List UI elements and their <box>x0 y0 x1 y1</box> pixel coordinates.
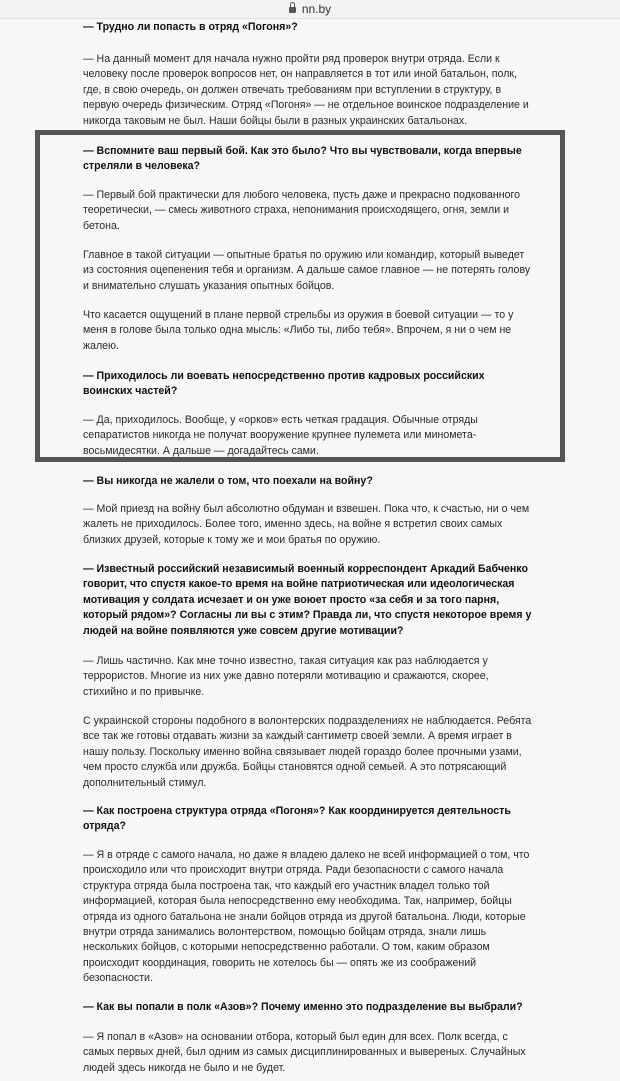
browser-address-bar[interactable] <box>0 0 620 19</box>
lock-icon <box>289 7 296 13</box>
question-6: — Как построена структура отряда «Погоня»? Как координируется деятельность отряда? <box>83 805 511 833</box>
answer-paragraph: — Да, приходилось. Вообще, у «орков» есть четкая градация. Обычные отряды сепаратистов никогда не получат вооружение крупнее пулемета или минометa-восьмидесятки. А дальше — догадайтесь сами. <box>83 414 478 457</box>
question-3: — Приходилось ли воевать непосредственно против кадровых российских воинских частей? <box>83 370 485 398</box>
answer-paragraph: — Первый бой практически для любого человека, пусть даже и прекрасно подкованного теоретически, — смесь животного страха, непонимания происходящего, огня, земли и бетона. <box>83 189 521 232</box>
question-1: — Трудно ли попасть в отряд «Погоня»? <box>83 21 298 33</box>
url-text: nn.by <box>301 2 332 16</box>
question-2: — Вспомните ваш первый бой. Как это было? Что вы чувствовали, когда впервые стреляли в человека? <box>83 145 522 173</box>
answer-paragraph: — Я попал в «Азов» на основании отбора, который был един для всех. Полк всегда, с самых первых дней, был одним из самых дисциплинированных и вывереных. Случайных людей здесь никогда не было и не будет. <box>83 1031 526 1074</box>
answer-paragraph: — Я в отряде с самого начала, но даже я владею далеко не всей информацией о том, что происходило или что происходит внутри отряда. Ради безопасности с самого начала структура отряда была построена так, что каждый его участник владел только той информацией, которая была непосредственно ему необходима. Так, например, бойцы отряда из одного батальона не знали бойцов отряда из другой батальона. Люди, которые внутри отряда занимались волонтерством, помощью бойцам отряда, знали лишь нескольких бойцов, с которыми непосредственно работали. О том, каким образом происходит координация, говорить не хотелось бы — опять же из соображений безопасности. <box>83 849 530 985</box>
answer-paragraph: С украинской стороны подобного в волонтерских подразделениях не наблюдается. Ребята все так же готовы отдавать жизни за каждый сантиметр своей земли. А время играет в нашу пользу. Поскольку именно война связывает людей гораздо более прочными узами, чем просто служба или дружба. Бойцы становятся одной семьей. А это потрясающий дополнительный стимул. <box>83 715 532 789</box>
answer-paragraph: — На данный момент для начала нужно пройти ряд проверок внутри отряда. Если к человеку после проверок вопросов нет, он направляется в тот или иной батальон, полк, где, в свою очередь, он должен отвечать требованиям при вступлении в структуру, в первую очередь физическим. Отряд «Погоня» — не отдельное воинское подразделение и никогда таковым не был. Наши бойцы были в разных украинских батальонах. <box>83 53 529 127</box>
question-5: — Известный российский независимый военный корреспондент Аркадий Бабченко говорит, что спустя какое-то время на войне патриотическая или идеологическая мотивация у солдата исчезает и он уже воюет просто «за себя и за того парня, который рядом»? Согласны ли вы с этим? Правда ли, что спустя некоторое время у людей на войне появляются уже совсем другие мотивации? <box>83 563 532 637</box>
answer-paragraph: Главное в такой ситуации — опытные братья по оружию или командир, который выведет из состояния оцепенения тебя и организм. А дальше самое главное — не потерять голову и внимательно слушать указания опытных бойцов. <box>83 249 531 292</box>
answer-paragraph: — Мой приезд на войну был абсолютно обдуман и взвешен. Пока что, к счастью, ни о чем жалеть не приходилось. Более того, именно здесь, на войне я встретил своих самых близких друзей, которые к тому же и мои братья по оружию. <box>83 503 530 546</box>
answer-paragraph: Что касается ощущений в плане первой стрельбы из оружия в боевой ситуации — то у меня в голове была только одна мысль: «Либо ты, либо тебя». Впрочем, я ни о чем не жалею. <box>83 309 514 352</box>
answer-paragraph: — Лишь частично. Как мне точно известно, такая ситуация как раз наблюдается у террористов. Многие из них уже давно потеряли мотивацию и сражаются, скорее, стихийно и по привычке. <box>83 655 489 698</box>
question-4: — Вы никогда не жалели о том, что поехали на войну? <box>83 475 373 487</box>
question-7: — Как вы попали в полк «Азов»? Почему именно это подразделение вы выбрали? <box>83 1001 523 1013</box>
